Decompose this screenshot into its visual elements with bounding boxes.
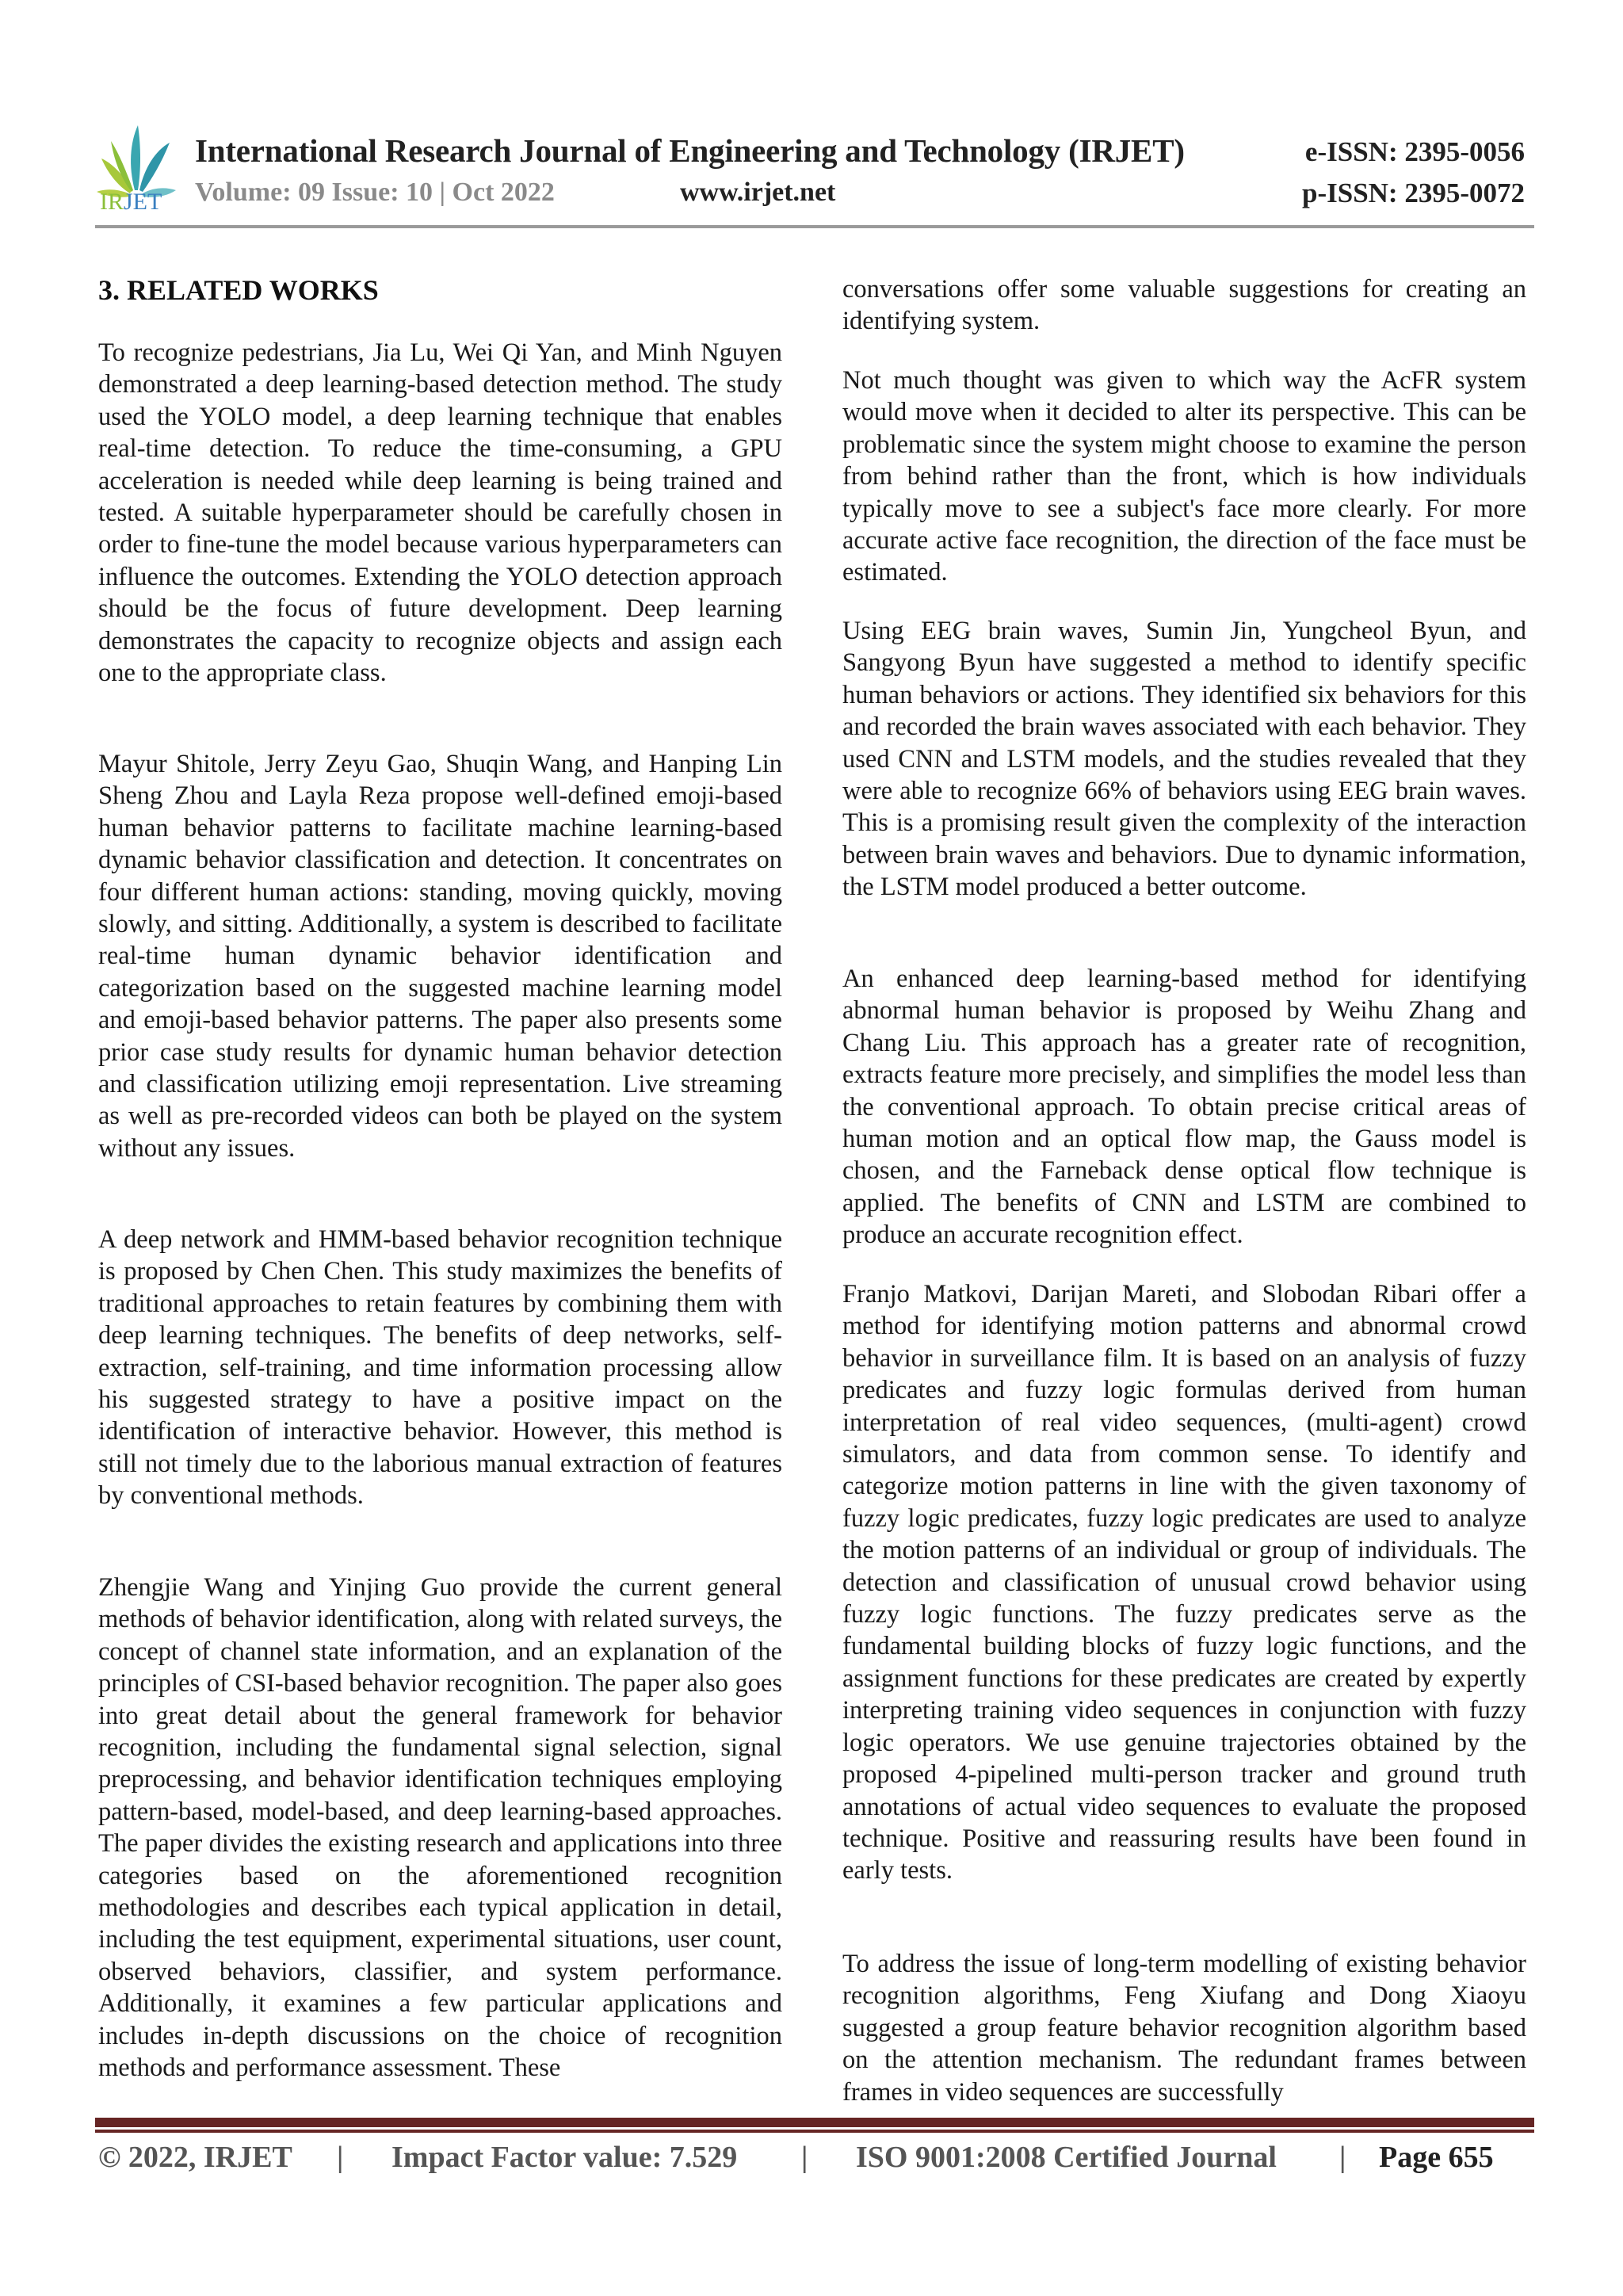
- paragraph: Mayur Shitole, Jerry Zeyu Gao, Shuqin Wang, and Hanping Lin Sheng Zhou and Layla Reza propose well-defined emoji-based human behavior patterns to facilitate machine learning-based dynamic behavior classification and detection. It concentrates on four different human actions: standing, moving quickly, moving slowly, and sitting. Additionally, a system is described to facilitate real-time human dynamic behavior identification and categorization based on the suggested machine learning model and emoji-based behavior patterns. The paper also presents some prior case study results for dynamic human behavior detection and classification utilizing emoji representation. Live streaming as well as pre-recorded videos can both be played on the system without any issues.: [98, 750, 782, 1163]
- journal-title: International Research Journal of Engineering and Technology (IRJET): [195, 132, 1185, 169]
- footer-copyright: © 2022, IRJET: [98, 2141, 292, 2174]
- paragraph: To address the issue of long-term modelling of existing behavior recognition algorithms, Feng Xiufang and Dong Xiaoyu suggested a group feature behavior recognition algorithm based on the attention mechanism. The redundant frames between frames in video sequences are successfully: [842, 1950, 1526, 2107]
- p-issn: p-ISSN: 2395-0072: [1301, 178, 1525, 208]
- volume-issue: Volume: 09 Issue: 10 | Oct 2022: [195, 178, 555, 207]
- paragraph: Not much thought was given to which way the AcFR system would move when it decided to alter its perspective. This can be problematic since the system might choose to examine the person from behind rather than the front, which is how individuals typically move to see a subject's face more clearly. For more accurate active face recognition, the direction of the face must be estimated.: [842, 366, 1526, 587]
- paragraph: A deep network and HMM-based behavior recognition technique is proposed by Chen Chen. This study maximizes the benefits of traditional approaches to retain features by combining them with deep learning techniques. The benefits of deep networks, self-extraction, self-training, and time information processing allow his suggested strategy to have a positive impact on the identification of interactive behavior. However, this method is still not timely due to the laborious manual extraction of features by conventional methods.: [98, 1225, 782, 1511]
- paragraph: An enhanced deep learning-based method for identifying abnormal human behavior is proposed by Weihu Zhang and Chang Liu. This approach has a greater rate of recognition, extracts feature more precisely, and simplifies the model less than the conventional approach. To obtain precise critical areas of human motion and an optical flow map, the Gauss model is chosen, and the Farneback dense optical flow technique is applied. The benefits of CNN and LSTM are combined to produce an accurate recognition effect.: [842, 965, 1526, 1250]
- irjet-logo: IRJET: [94, 119, 181, 214]
- header-divider: [95, 225, 1534, 228]
- paragraph: Franjo Matkovi, Darijan Mareti, and Slobodan Ribari offer a method for identifying motion patterns and abnormal crowd behavior in surveillance film. It is based on an analysis of fuzzy predicates and fuzzy logic formulas derived from human interpretation of real video sequences, (multi-agent) crowd simulators, and data from common sense. To identify and categorize motion patterns in line with the given taxonomy of fuzzy logic predicates, fuzzy logic predicates are used to analyze the motion patterns of an individual or group of individuals. The detection and classification of unusual crowd behavior using fuzzy logic functions. The fuzzy predicates serve as the fundamental building blocks of fuzzy logic functions, and the assignment functions for these predicates are created by expertly interpreting training video sequences in conjunction with fuzzy logic operators. We use genuine trajectories obtained by the proposed 4-pipelined multi-person tracker and ground truth annotations of actual video sequences to evaluate the proposed technique. Positive and reassuring results have been found in early tests.: [842, 1280, 1526, 1885]
- paragraph: Using EEG brain waves, Sumin Jin, Yungcheol Byun, and Sangyong Byun have suggested a method to identify specific human behaviors or actions. They identified six behaviors for this and recorded the brain waves associated with each behavior. They used CNN and LSTM models, and the studies revealed that they were able to recognize 66% of behaviors using EEG brain waves. This is a promising result given the complexity of the interaction between brain waves and behaviors. Due to dynamic information, the LSTM model produced a better outcome.: [842, 617, 1526, 902]
- paragraph: conversations offer some valuable suggestions for creating an identifying system.: [842, 275, 1526, 336]
- footer-iso: ISO 9001:2008 Certified Journal: [856, 2141, 1277, 2174]
- paragraph: Zhengjie Wang and Yinjing Guo provide the current general methods of behavior identification, along with related surveys, the concept of channel state information, and an explanation of the principles of CSI-based behavior recognition. The paper also goes into great detail about the general framework for behavior recognition, including the fundamental signal selection, signal preprocessing, and behavior identification techniques employing pattern-based, model-based, and deep learning-based approaches. The paper divides the existing research and applications into three categories based on the aforementioned recognition methodologies and describes each typical application in detail, including the test equipment, experimental situations, user count, observed behaviors, classifier, and system performance. Additionally, it examines a few particular applications and includes in-depth discussions on the choice of recognition methods and performance assessment. These: [98, 1573, 782, 2083]
- footer-impact-factor: Impact Factor value: 7.529: [391, 2141, 738, 2174]
- footer-divider-thin: [95, 2130, 1534, 2133]
- section-heading: 3. RELATED WORKS: [98, 274, 379, 306]
- footer-divider: [95, 2118, 1534, 2130]
- footer-separator: |: [337, 2141, 344, 2174]
- footer-separator: |: [801, 2141, 808, 2174]
- paragraph: To recognize pedestrians, Jia Lu, Wei Qi Yan, and Minh Nguyen demonstrated a deep learning-based detection method. The study used the YOLO model, a deep learning technique that enables real-time detection. To reduce the time-consuming, a GPU acceleration is needed while deep learning is being trained and tested. A suitable hyperparameter should be carefully chosen in order to fine-tune the model because various hyperparameters can influence the outcomes. Extending the YOLO detection approach should be the focus of future development. Deep learning demonstrates the capacity to recognize objects and assign each one to the appropriate class.: [98, 338, 782, 688]
- e-issn: e-ISSN: 2395-0056: [1304, 136, 1525, 167]
- footer-page-number: Page 655: [1379, 2141, 1494, 2174]
- website-link[interactable]: www.irjet.net: [680, 178, 836, 207]
- footer-separator: |: [1339, 2141, 1346, 2174]
